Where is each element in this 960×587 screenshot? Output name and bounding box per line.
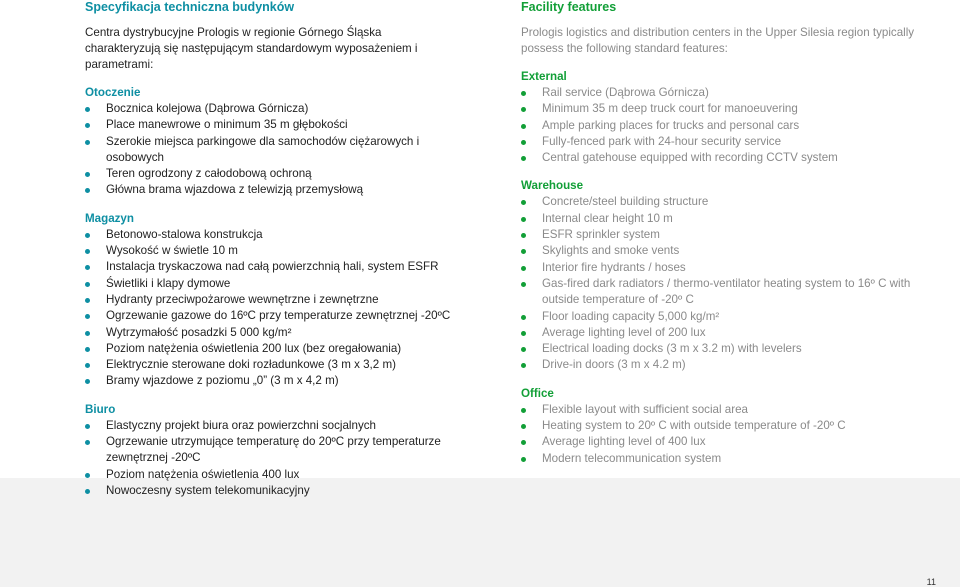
pl-feature-list: [85, 227, 460, 390]
pl-intro: Centra dystrybucyjne Prologis w regionie Górnego Śląska charakteryzują się następującym standardowym wyposażeniem i parametrami:: [85, 26, 418, 71]
list-item: Modern telecommunication system: [521, 451, 916, 467]
list-item: Minimum 35 m deep truck court for manoeuvering: [521, 101, 916, 117]
list-item: Bocznica kolejowa (Dąbrowa Górnicza): [85, 101, 460, 117]
list-item: Flexible layout with sufficient social area: [521, 402, 916, 418]
list-item: Betonowo-stalowa konstrukcja: [85, 227, 460, 243]
list-item: Świetliki i klapy dymowe: [85, 276, 460, 292]
bullet-icon: [85, 282, 90, 287]
bullet-icon: [85, 107, 90, 112]
list-item: ESFR sprinkler system: [521, 227, 916, 243]
bullet-icon: [85, 424, 90, 429]
bullet-icon: [85, 249, 90, 254]
list-item: Ogrzewanie utrzymujące temperaturę do 20ºC przy temperaturze zewnętrznej -20ºC: [85, 434, 460, 467]
bullet-icon: [85, 314, 90, 319]
bullet-icon: [521, 156, 526, 161]
list-item: Hydranty przeciwpożarowe wewnętrzne i zewnętrzne: [85, 292, 460, 308]
bullet-icon: [521, 266, 526, 271]
list-item: Nowoczesny system telekomunikacyjny: [85, 483, 460, 499]
list-item: Elektrycznie sterowane doki rozładunkowe (3 m x 3,2 m): [85, 357, 460, 373]
pl-section-otoczenie: [85, 86, 460, 199]
bullet-icon: [521, 408, 526, 413]
pl-section-heading: Biuro: [85, 402, 116, 416]
list-item: Internal clear height 10 m: [521, 211, 916, 227]
bullet-icon: [521, 424, 526, 429]
list-item: Szerokie miejsca parkingowe dla samochodów ciężarowych i osobowych: [85, 134, 460, 167]
pl-section-magazyn: [85, 212, 460, 390]
english-column: [521, 0, 916, 467]
list-item: Electrical loading docks (3 m x 3.2 m) with levelers: [521, 341, 916, 357]
pl-section-heading: Otoczenie: [85, 86, 141, 99]
list-item: Interior fire hydrants / hoses: [521, 260, 916, 276]
list-item: Concrete/steel building structure: [521, 194, 916, 210]
bullet-icon: [521, 124, 526, 129]
list-item: Skylights and smoke vents: [521, 243, 916, 259]
bullet-icon: [521, 282, 526, 287]
bullet-icon: [521, 140, 526, 145]
en-section-external: [521, 70, 916, 166]
bullet-icon: [521, 200, 526, 205]
polish-column: [85, 0, 460, 499]
list-item: Gas-fired dark radiators / thermo-ventilator heating system to 16º C with outside temperature of -20º C: [521, 276, 916, 309]
bullet-icon: [521, 107, 526, 112]
list-item: Average lighting level of 200 lux: [521, 325, 916, 341]
bullet-icon: [85, 331, 90, 336]
pl-feature-list: [85, 418, 460, 499]
list-item: Poziom natężenia oświetlenia 200 lux (bez oregałowania): [85, 341, 460, 357]
bullet-icon: [521, 233, 526, 238]
bullet-icon: [85, 265, 90, 270]
bullet-icon: [521, 440, 526, 445]
list-item: Ample parking places for trucks and personal cars: [521, 118, 916, 134]
en-feature-list: [521, 402, 916, 467]
list-item: Fully-fenced park with 24-hour security service: [521, 134, 916, 150]
bullet-icon: [521, 347, 526, 352]
pl-section-biuro: [85, 403, 460, 499]
bullet-icon: [521, 249, 526, 254]
list-item: Elastyczny projekt biura oraz powierzchni socjalnych: [85, 418, 460, 434]
en-section-office: [521, 387, 916, 467]
list-item: Wytrzymałość posadzki 5 000 kg/m²: [85, 325, 460, 341]
en-section-heading: External: [521, 70, 567, 83]
bullet-icon: [85, 188, 90, 193]
list-item: Poziom natężenia oświetlenia 400 lux: [85, 467, 460, 483]
en-section-warehouse: [521, 179, 916, 373]
en-section-heading: Office: [521, 386, 554, 400]
en-feature-list: [521, 194, 916, 373]
list-item: Główna brama wjazdowa z telewizją przemysłową: [85, 182, 460, 198]
bullet-icon: [521, 91, 526, 96]
bullet-icon: [85, 172, 90, 177]
bullet-icon: [85, 363, 90, 368]
en-title: Facility features: [521, 0, 617, 14]
list-item: Average lighting level of 400 lux: [521, 434, 916, 450]
bullet-icon: [85, 347, 90, 352]
list-item: Ogrzewanie gazowe do 16ºC przy temperaturze zewnętrznej -20ºC: [85, 308, 460, 324]
list-item: Wysokość w świetle 10 m: [85, 243, 460, 259]
list-item: Bramy wjazdowe z poziomu „0” (3 m x 4,2 m): [85, 373, 460, 389]
list-item: Drive-in doors (3 m x 4.2 m): [521, 357, 916, 373]
bullet-icon: [85, 440, 90, 445]
bullet-icon: [521, 363, 526, 368]
bullet-icon: [85, 298, 90, 303]
bullet-icon: [85, 379, 90, 384]
bullet-icon: [85, 489, 90, 494]
pl-section-heading: Magazyn: [85, 211, 134, 225]
bullet-icon: [85, 233, 90, 238]
list-item: Central gatehouse equipped with recording CCTV system: [521, 150, 916, 166]
en-feature-list: [521, 85, 916, 166]
list-item: Place manewrowe o minimum 35 m głębokości: [85, 117, 460, 133]
en-intro: Prologis logistics and distribution centers in the Upper Silesia region typically possess the following standard features:: [521, 26, 915, 55]
list-item: Heating system to 20º C with outside temperature of -20º C: [521, 418, 916, 434]
list-item: Floor loading capacity 5,000 kg/m²: [521, 309, 916, 325]
pl-feature-list: [85, 101, 460, 199]
en-section-heading: Warehouse: [521, 179, 584, 193]
bullet-icon: [521, 217, 526, 222]
list-item: Instalacja tryskaczowa nad całą powierzchnią hali, system ESFR: [85, 259, 460, 275]
page-number: 11: [926, 577, 936, 587]
bullet-icon: [85, 140, 90, 145]
pl-title: Specyfikacja techniczna budynków: [85, 0, 295, 14]
bullet-icon: [521, 457, 526, 462]
list-item: Rail service (Dąbrowa Górnicza): [521, 85, 916, 101]
list-item: Teren ogrodzony z całodobową ochroną: [85, 166, 460, 182]
bullet-icon: [521, 331, 526, 336]
bullet-icon: [521, 315, 526, 320]
bullet-icon: [85, 473, 90, 478]
bullet-icon: [85, 123, 90, 128]
